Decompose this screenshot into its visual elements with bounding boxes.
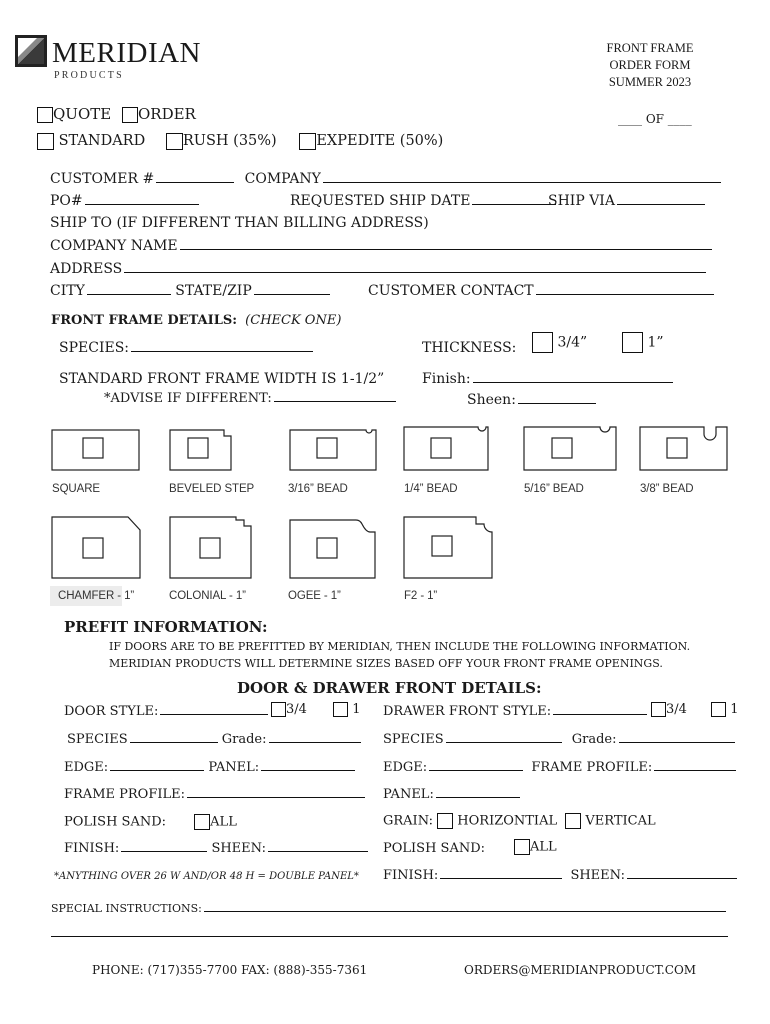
door-style-label: DOOR STYLE:	[64, 704, 159, 719]
profile-38-bead-shape	[640, 427, 727, 470]
drawer-polish-all-checkbox[interactable]	[514, 839, 530, 855]
double-panel-note: *ANYTHING OVER 26 W AND/OR 48 H = DOUBLE PANEL*	[54, 871, 359, 882]
logo-name: MERIDIAN	[52, 37, 201, 69]
advise-label: *ADVISE IF DIFFERENT:	[104, 391, 272, 406]
door-finish-label: FINISH:	[64, 841, 120, 856]
expedite-label: EXPEDITE (50%)	[316, 133, 444, 149]
ship-via-label: SHIP VIA	[548, 193, 615, 209]
door-polish-all-checkbox[interactable]	[194, 814, 210, 830]
ship-date-label: REQUESTED SHIP DATE	[290, 193, 471, 209]
contact-label: CUSTOMER CONTACT	[368, 283, 534, 299]
door-1-checkbox[interactable]	[333, 702, 348, 717]
drawer-34-label: 3/4	[666, 702, 687, 717]
drawer-finish-field[interactable]	[440, 877, 562, 879]
rush-label: RUSH (35%)	[182, 133, 277, 149]
label-516-bead: 5/16” BEAD	[524, 483, 584, 495]
thickness-label: THICKNESS:	[422, 340, 517, 356]
special-instructions-line-2[interactable]	[51, 936, 728, 937]
profile-colonial-shape	[170, 517, 251, 578]
check-one-label: (CHECK ONE)	[245, 313, 342, 328]
city-label: CITY	[50, 283, 85, 299]
drawer-frame-profile-label: FRAME PROFILE:	[531, 760, 653, 775]
prefit-line-1: IF DOORS ARE TO BE PREFITTED BY MERIDIAN, THEN INCLUDE THE FOLLOWING INFORMATION.	[109, 640, 691, 653]
door-polish-sand-label: POLISH SAND:	[64, 814, 167, 830]
door-panel-field[interactable]	[261, 769, 355, 771]
finish-label: Finish:	[422, 371, 471, 387]
ship-to-label: SHIP TO (IF DIFFERENT THAN BILLING ADDRESS)	[50, 215, 429, 231]
drawer-polish-all-label: ALL	[530, 839, 557, 855]
profile-14-bead-shape	[404, 427, 488, 470]
thickness-34-label: 3/4”	[557, 334, 588, 351]
sheen-label: Sheen:	[467, 392, 516, 408]
drawer-species-label: SPECIES	[383, 732, 444, 747]
drawer-finish-label: FINISH:	[383, 868, 439, 883]
quote-label: QUOTE	[53, 105, 112, 123]
customer-no-label: CUSTOMER #	[50, 171, 155, 187]
company-label: COMPANY	[244, 171, 321, 187]
special-instructions-field[interactable]	[204, 910, 726, 912]
prefit-line-2: MERIDIAN PRODUCTS WILL DETERMINE SIZES BASED OFF YOUR FRONT FRAME OPENINGS.	[109, 657, 663, 670]
special-instructions-label: SPECIAL INSTRUCTIONS:	[51, 902, 202, 915]
logo-sub: PRODUCTS	[54, 70, 124, 81]
label-beveled-step: BEVELED STEP	[169, 483, 255, 495]
prefit-title: PREFIT INFORMATION:	[64, 618, 268, 636]
po-label: PO#	[50, 193, 83, 209]
label-14-bead: 1/4” BEAD	[404, 483, 458, 495]
footer-phone: PHONE: (717)355-7700 FAX: (888)-355-7361	[92, 963, 368, 977]
state-zip-label: STATE/ZIP	[175, 283, 252, 299]
front-frame-title: FRONT FRAME DETAILS:	[51, 313, 238, 328]
profile-beveled-step-shape	[170, 430, 231, 470]
company-name-label: COMPANY NAME	[50, 238, 178, 254]
door-sheen-field[interactable]	[268, 850, 368, 852]
door-34-checkbox[interactable]	[271, 702, 286, 717]
door-frame-profile-label: FRAME PROFILE:	[64, 787, 185, 802]
grain-vertical-label: VERTICAL	[585, 813, 656, 829]
door-1-label: 1	[352, 702, 361, 717]
door-grade-label: Grade:	[221, 732, 267, 747]
drawer-style-field[interactable]	[553, 713, 647, 715]
drawer-frame-profile-field[interactable]	[654, 769, 736, 771]
profile-square-shape	[52, 430, 139, 470]
footer-email[interactable]: ORDERS@MERIDIANPRODUCT.COM	[464, 963, 697, 977]
door-polish-all-label: ALL	[210, 814, 237, 830]
drawer-1-label: 1	[730, 702, 739, 717]
door-edge-field[interactable]	[110, 769, 204, 771]
grain-label: GRAIN:	[383, 813, 433, 829]
grain-horizontal-label: HORIZONTIAL	[457, 813, 558, 829]
door-drawer-title: DOOR & DRAWER FRONT DETAILS:	[237, 679, 542, 697]
drawer-edge-field[interactable]	[429, 769, 523, 771]
address-label: ADDRESS	[50, 261, 123, 277]
profile-316-bead-shape	[290, 430, 376, 470]
title-line-1: FRONT FRAME	[606, 41, 694, 55]
thickness-1-label: 1”	[647, 334, 664, 351]
door-panel-label: PANEL:	[208, 760, 260, 775]
label-ogee: OGEE - 1”	[288, 590, 341, 602]
drawer-grade-field[interactable]	[619, 741, 735, 743]
label-316-bead: 3/16” BEAD	[288, 483, 348, 495]
drawer-polish-sand-label: POLISH SAND:	[383, 841, 486, 856]
drawer-panel-field[interactable]	[436, 796, 520, 798]
drawer-sheen-label: SHEEN:	[570, 868, 625, 883]
door-grade-field[interactable]	[269, 741, 361, 743]
door-sheen-label: SHEEN:	[211, 841, 266, 856]
profile-516-bead-shape	[524, 427, 616, 470]
label-square: SQUARE	[52, 483, 100, 495]
drawer-style-label: DRAWER FRONT STYLE:	[383, 704, 552, 719]
label-chamfer: CHAMFER - 1”	[58, 590, 135, 602]
label-f2: F2 - 1”	[404, 590, 438, 602]
width-note: STANDARD FRONT FRAME WIDTH IS 1-1/2”	[59, 371, 385, 387]
door-34-label: 3/4	[286, 702, 307, 717]
label-38-bead: 3/8” BEAD	[640, 483, 694, 495]
label-colonial: COLONIAL - 1”	[169, 590, 246, 602]
drawer-grade-label: Grade:	[571, 732, 617, 747]
door-finish-field[interactable]	[121, 850, 207, 852]
drawer-species-field[interactable]	[446, 741, 562, 743]
drawer-edge-label: EDGE:	[383, 760, 428, 775]
drawer-sheen-field[interactable]	[627, 877, 737, 879]
title-line-3: SUMMER 2023	[608, 75, 692, 89]
ff-species-label: SPECIES:	[59, 340, 129, 356]
door-species-field[interactable]	[130, 741, 218, 743]
drawer-34-checkbox[interactable]	[651, 702, 666, 717]
profile-chamfer-shape	[52, 517, 140, 578]
door-species-label: SPECIES	[67, 732, 128, 747]
drawer-1-checkbox[interactable]	[711, 702, 726, 717]
door-frame-profile-field[interactable]	[187, 796, 365, 798]
grain-horizontal-checkbox[interactable]	[437, 813, 453, 829]
title-line-2: ORDER FORM	[609, 58, 691, 72]
profile-f2-shape	[404, 517, 492, 578]
door-style-field[interactable]	[160, 713, 268, 715]
grain-vertical-checkbox[interactable]	[565, 813, 581, 829]
drawer-panel-label: PANEL:	[383, 787, 434, 802]
order-label: ORDER	[137, 105, 196, 123]
page-of: ____ OF ____	[618, 112, 692, 126]
profile-ogee-shape	[290, 520, 375, 578]
standard-label: STANDARD	[58, 133, 146, 149]
door-edge-label: EDGE:	[64, 760, 109, 775]
